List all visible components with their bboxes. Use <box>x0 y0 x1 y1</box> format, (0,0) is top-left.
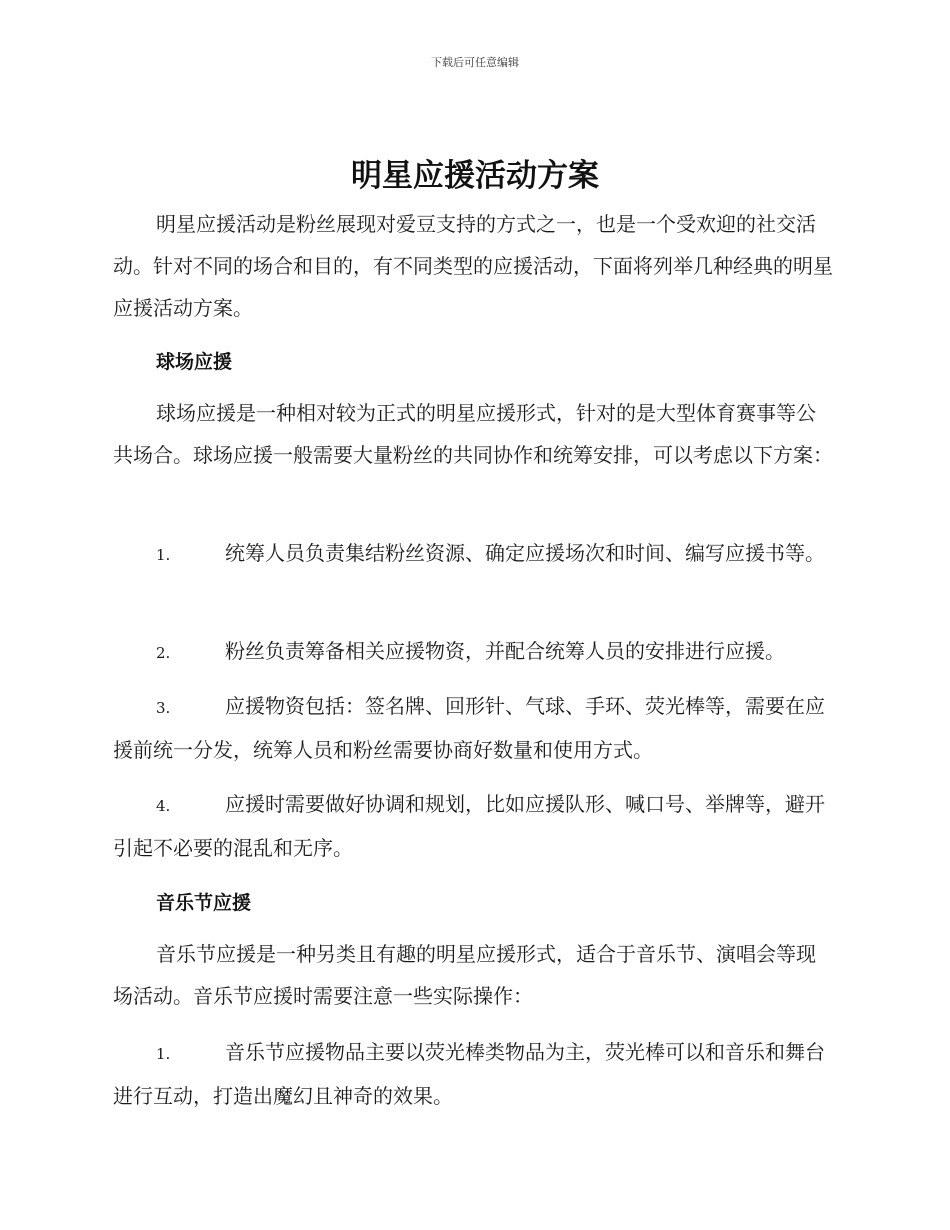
list-item <box>113 685 833 771</box>
list-number: 3. <box>156 699 171 717</box>
page-header-note: 下载后可任意编辑 <box>431 56 519 69</box>
list-number: 4. <box>156 797 171 815</box>
list-number: 2. <box>156 644 171 662</box>
list-item <box>113 1031 833 1117</box>
list-text: 音乐节应援物品主要以荧光棒类物品为主，荧光棒可以和音乐和舞台进行互动，打造出魔幻且神奇的效果。 <box>113 1040 825 1108</box>
section-heading-music-festival: 音乐节应援 <box>156 892 252 914</box>
intro-paragraph: 明星应援活动是粉丝展现对爱豆支持的方式之一，也是一个受欢迎的社交活动。针对不同的场合和目的，有不同类型的应援活动，下面将列举几种经典的明星应援活动方案。 <box>113 212 833 320</box>
section-paragraph-music-festival: 音乐节应援是一种另类且有趣的明星应援形式，适合于音乐节、演唱会等现场活动。音乐节应援时需要注意一些实际操作： <box>113 942 816 1008</box>
list-item <box>113 532 833 576</box>
list-number: 1. <box>156 1045 171 1063</box>
list-text: 应援时需要做好协调和规划，比如应援队形、喊口号、举牌等，避开引起不必要的混乱和无序。 <box>113 792 825 860</box>
list-text: 统筹人员负责集结粉丝资源、确定应援场次和时间、编写应援书等。 <box>225 541 825 565</box>
section-paragraph-stadium: 球场应援是一种相对较为正式的明星应援形式，针对的是大型体育赛事等公共场合。球场应援一般需要大量粉丝的共同协作和统筹安排，可以考虑以下方案： <box>113 401 833 467</box>
list-text: 应援物资包括：签名牌、回形针、气球、手环、荧光棒等，需要在应援前统一分发，统筹人员和粉丝需要协商好数量和使用方式。 <box>113 694 825 762</box>
list-item <box>113 630 833 674</box>
list-text: 粉丝负责筹备相关应援物资，并配合统筹人员的安排进行应援。 <box>225 639 785 663</box>
section-heading-stadium: 球场应援 <box>156 351 233 373</box>
document-title: 明星应援活动方案 <box>351 158 599 194</box>
list-number: 1. <box>156 546 171 564</box>
list-item <box>113 783 833 869</box>
